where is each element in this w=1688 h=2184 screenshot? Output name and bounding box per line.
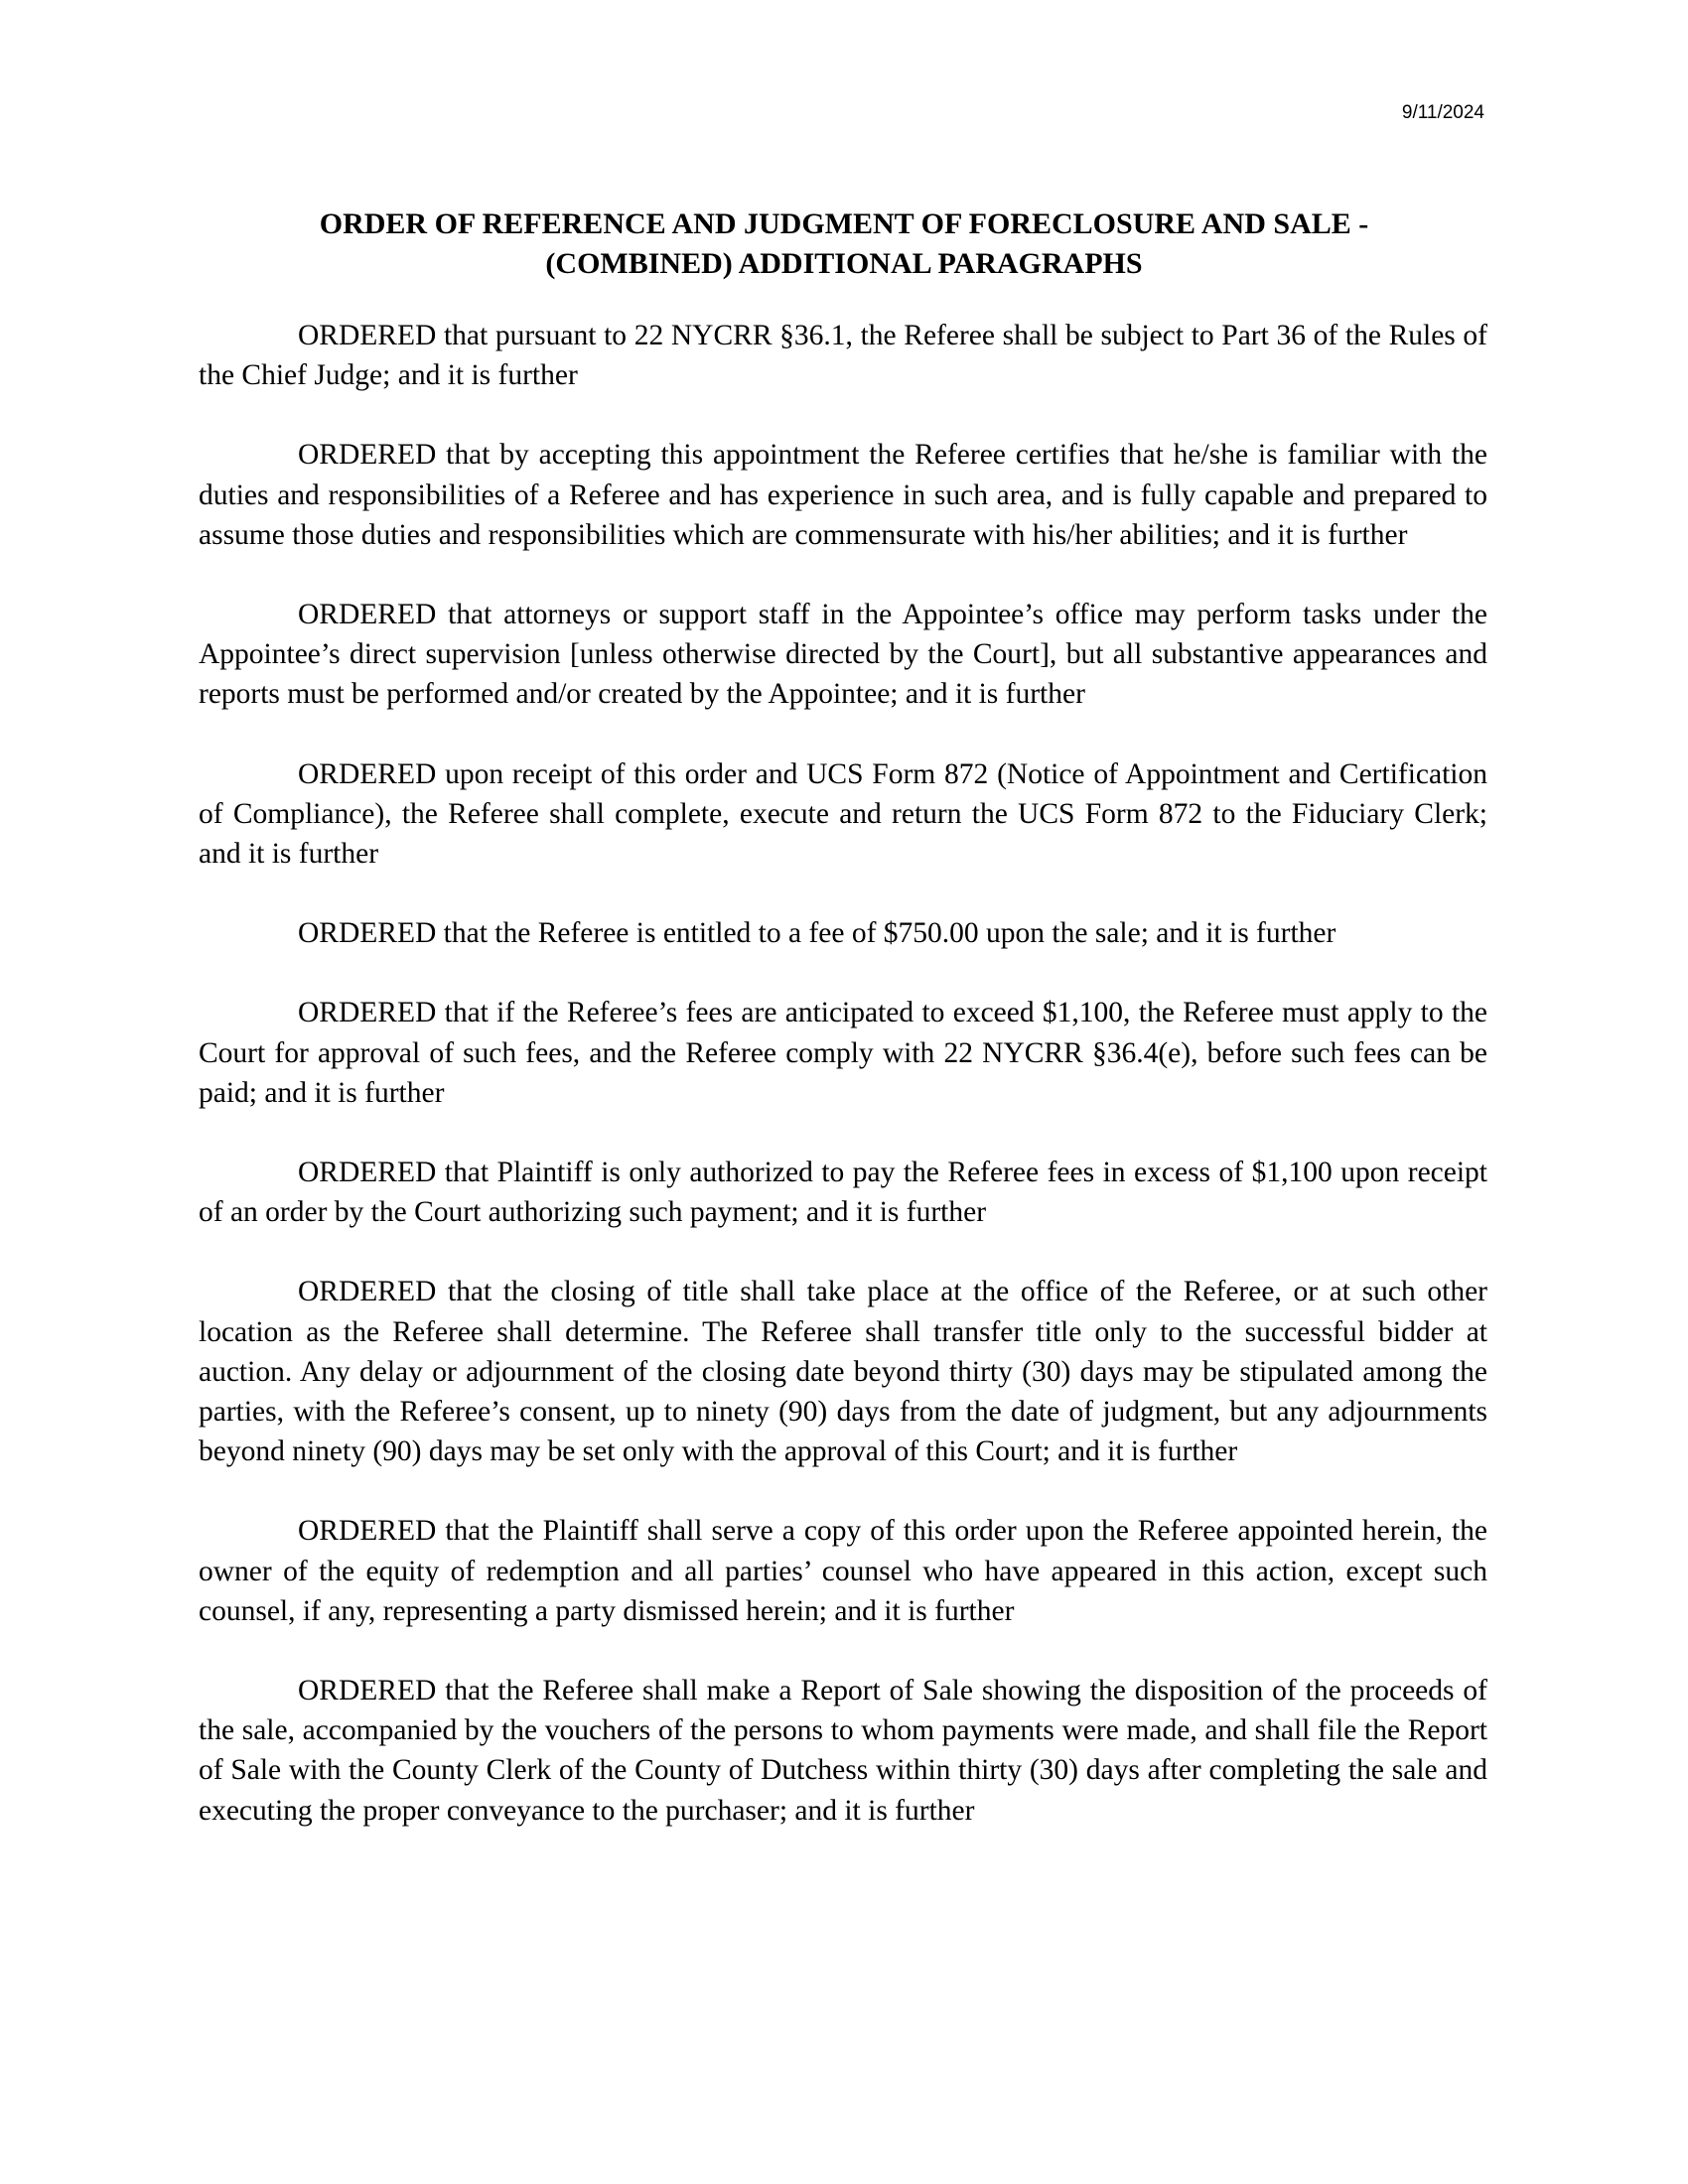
paragraph-part-36: ORDERED that pursuant to 22 NYCRR §36.1, the Referee shall be subject to Part 36 of the Rules of the Chief Judge; and it is further <box>199 320 1487 392</box>
paragraph-referee-fee: ORDERED that the Referee is entitled to a fee of $750.00 upon the sale; and it is further <box>298 917 1336 950</box>
paragraph-support-staff: ORDERED that attorneys or support staff in the Appointee’s office may perform tasks under the Appointee’s direct supervision [unless otherwise directed by the Court], but all substantive appearances and reports must be performed and/or created by the Appointee; and it is further <box>199 599 1487 711</box>
paragraph-fee-payment: ORDERED that Plaintiff is only authorized to pay the Referee fees in excess of $1,100 upon receipt of an order by the Court authorizing such payment; and it is further <box>199 1157 1487 1229</box>
paragraph-ucs-form-872: ORDERED upon receipt of this order and UCS Form 872 (Notice of Appointment and Certification of Compliance), the Referee shall complete, execute and return the UCS Form 872 to the Fiduciary Clerk; and it is further <box>199 757 1487 871</box>
document-date: 9/11/2024 <box>1401 102 1484 123</box>
paragraph-closing-of-title: ORDERED that the closing of title shall take place at the office of the Referee, or at such other location as the Referee shall determine. The Referee shall transfer title only to the successful bidder at auction. Any delay or adjournment of the closing date beyond thirty (30) days may be stipulated among the parties, with the Referee’s consent, up to ninety (90) days from the date of judgment, but any adjournments beyond ninety (90) days may be set only with the approval of this Court; and it is further <box>199 1276 1487 1468</box>
paragraph-report-of-sale: ORDERED that the Referee shall make a Report of Sale showing the disposition of the proceeds of the sale, accompanied by the vouchers of the persons to whom payments were made, and shall file the Report of Sale with the County Clerk of the County of Dutchess within thirty (30) days after completing the sale and executing the proper conveyance to the purchaser; and it is further <box>199 1675 1487 1827</box>
title-line-2: (COMBINED) ADDITIONAL PARAGRAPHS <box>545 247 1143 280</box>
paragraph-service-of-order: ORDERED that the Plaintiff shall serve a copy of this order upon the Referee appointed herein, the owner of the equity of redemption and all parties’ counsel who have appeared in this action, except such counsel, if any, representing a party dismissed herein; and it is further <box>199 1515 1487 1627</box>
paragraph-fee-approval: ORDERED that if the Referee’s fees are anticipated to exceed $1,100, the Referee must apply to the Court for approval of such fees, and the Referee comply with 22 NYCRR §36.4(e), before such fees can be paid; and it is further <box>199 997 1487 1109</box>
title-line-1: ORDER OF REFERENCE AND JUDGMENT OF FORECLOSURE AND SALE - <box>319 207 1369 240</box>
paragraph-referee-certification: ORDERED that by accepting this appointment the Referee certifies that he/she is familiar with the duties and responsibilities of a Referee and has experience in such area, and is fully capable and prepared to assume those duties and responsibilities which are commensurate with his/her abilities; and it is further <box>199 439 1487 551</box>
document-title <box>199 205 1489 284</box>
document-body <box>199 316 1487 1831</box>
